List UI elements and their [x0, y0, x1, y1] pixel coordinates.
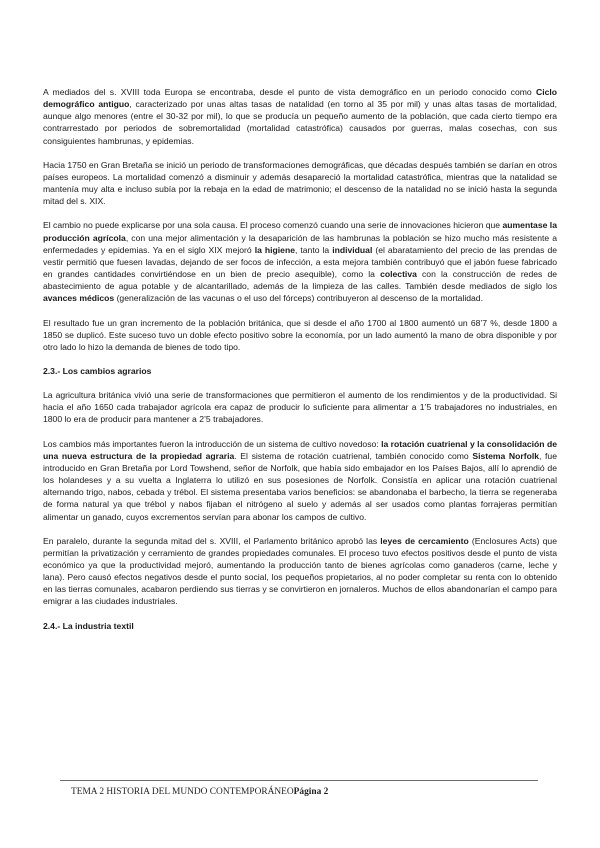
- document-body: [43, 86, 557, 644]
- section-heading-cambios-agrarios: 2.3.- Los cambios agrarios: [43, 365, 152, 376]
- paragraph-transformaciones: Hacia 1750 en Gran Bretaña se inició un periodo de transformaciones demográficas, que décadas después también se darían en otros países europeos. La mortalidad comenzó a disminuir y además desapareció la mortalidad catastrófica, mientras que la natalidad se mantenía muy alta e incluso subía por la rebaja en la edad de matrimonio; el descenso de la natalidad no se inició hasta la segunda mitad del s. XIX.: [43, 159, 557, 207]
- text-run: (el abaratamiento del precio de las prendas de vestir permitió que fuesen lavadas, dejando de ser focos de infección, a esta mejora también contribuyó que el jabón fuese fabricado en grandes cantidades convirtiéndose en un bien de precio asequible), como la: [43, 244, 557, 280]
- paragraph-cercamiento: [43, 535, 557, 608]
- page-footer: [71, 786, 328, 798]
- text-run: El cambio no puede explicarse por una sola causa. El proceso comenzó cuando una serie de innovaciones hicieron que: [43, 220, 503, 231]
- paragraph-agricultura: La agricultura británica vivió una serie de transformaciones que permitieron el aumento de los rendimientos y de la productividad. Si hacia el año 1650 cada trabajador agrícola era capaz de producir lo suficiente para alimentar a 1’5 trabajadores no industriales, en 1800 lo era de producir para mantener a 2’5 trabajadores.: [43, 390, 557, 425]
- text-run: A mediados del s. XVIII toda Europa se encontraba, desde el punto de vista demográfico en un periodo conocido como: [43, 87, 536, 97]
- bold-term: la higiene: [254, 244, 295, 255]
- text-run: , con una mejor alimentación y la desaparición de las hambrunas la población se hizo mucho más resistente a enfermedades y epidemias. Ya en el siglo XIX mejoró: [43, 232, 557, 255]
- footer-page-number: 2: [323, 787, 329, 797]
- footer-page-label: Página: [293, 787, 322, 797]
- paragraph-causas: [43, 219, 557, 304]
- bold-term: avances médicos: [43, 293, 115, 304]
- section-heading-industria-textil: 2.4.- La industria textil: [43, 620, 134, 631]
- text-run: , caracterizado por unas altas tasas de natalidad (en torno al 35 por mil) y unas altas tasas de mortalidad, aunque algo menores (entre el 30-32 por mil), lo que se producía un pequeño aumento de la población, que cada cierto tiempo era contrarrestado por periodos de sobremortalidad (mortalidad catastrófica) causados por guerras, malas cosechas, con sus consiguientes hambrunas, y epidemias.: [43, 99, 557, 146]
- text-run: con la construcción de redes de abastecimiento de agua potable y de alcantarillado, además de la limpieza de las calles. También desde mediados de siglo los: [43, 269, 557, 292]
- bold-term: la rotación cuatrienal y la consolidación de una nueva estructura de la propiedad agraria: [43, 438, 557, 461]
- text-run: (Enclosures Acts) que permitían la privatización y cerramiento de grandes propiedades comunales. El proceso tuvo efectos positivos desde el punto de vista económico ya que la productividad mejoró, aumentando la producción tanto de bienes agrícolas como ganaderos (carne, leche y lana). Pero causó efectos negativos desde el punto social, los pequeños propietarios, al no poder completar su renta con lo obtenido en las tierras comunales, acabaron perdiendo sus tierras y se convirtieron en jornaleros. Muchos de ellos abandonarían el campo para emigrar a las ciudades industriales.: [43, 535, 557, 607]
- text-run: En paralelo, durante la segunda mitad del s. XVIII, el Parlamento británico aprobó las: [43, 535, 381, 546]
- bold-term: colectiva: [380, 269, 417, 280]
- text-run: , fue introducido en Gran Bretaña por Lord Towshend, señor de Norfolk, que había sido embajador en los Países Bajos, allí lo aprendió de los holandeses y a su vuelta a Inglaterra lo utilizó en sus posesiones de Norfolk. Consistía en aplicar una rotación cuatrienal alternando trigo, nabos, cebada y trébol. El sistema presentaba varios beneficios: se abandonaba el barbecho, la tierra se regeneraba de forma natural ya que trébol y nabos fijaban el nitrógeno al suelo y además al ser usados como plantas forrajeras permitían alimentar un ganado, cuyos excrementos servían para abonar los campos de cultivo.: [43, 450, 557, 522]
- text-run: Los cambios más importantes fueron la introducción de un sistema de cultivo novedoso:: [43, 438, 382, 449]
- text-run: . El sistema de rotación cuatrienal, también conocido como: [234, 450, 473, 461]
- footer-divider: [60, 780, 538, 781]
- paragraph-rotacion: [43, 438, 557, 523]
- bold-term: Ciclo demográfico antiguo: [43, 87, 557, 110]
- text-run: (generalización de las vacunas o el uso del fórceps) contribuyeron al descenso de la mortalidad.: [114, 293, 483, 304]
- footer-title: TEMA 2 HISTORIA DEL MUNDO CONTEMPORÁNEO: [71, 787, 294, 797]
- bold-term: Sistema Norfolk: [472, 450, 540, 461]
- paragraph-resultado: El resultado fue un gran incremento de la población británica, que si desde el año 1700 al 1800 aumentó un 68’7 %, desde 1800 a 1850 se duplicó. Este suceso tuvo un doble efecto positivo sobre la economía, por un lado aumentó la mano de obra disponible y por otro lado lo hizo la demanda de bienes de todo tipo.: [43, 317, 557, 352]
- text-run: , tanto la: [294, 244, 333, 255]
- bold-term: leyes de cercamiento: [380, 535, 469, 546]
- paragraph-ciclo-demografico: [43, 86, 557, 147]
- bold-term: individual: [332, 244, 373, 255]
- bold-term: aumentase la producción agrícola: [43, 220, 557, 243]
